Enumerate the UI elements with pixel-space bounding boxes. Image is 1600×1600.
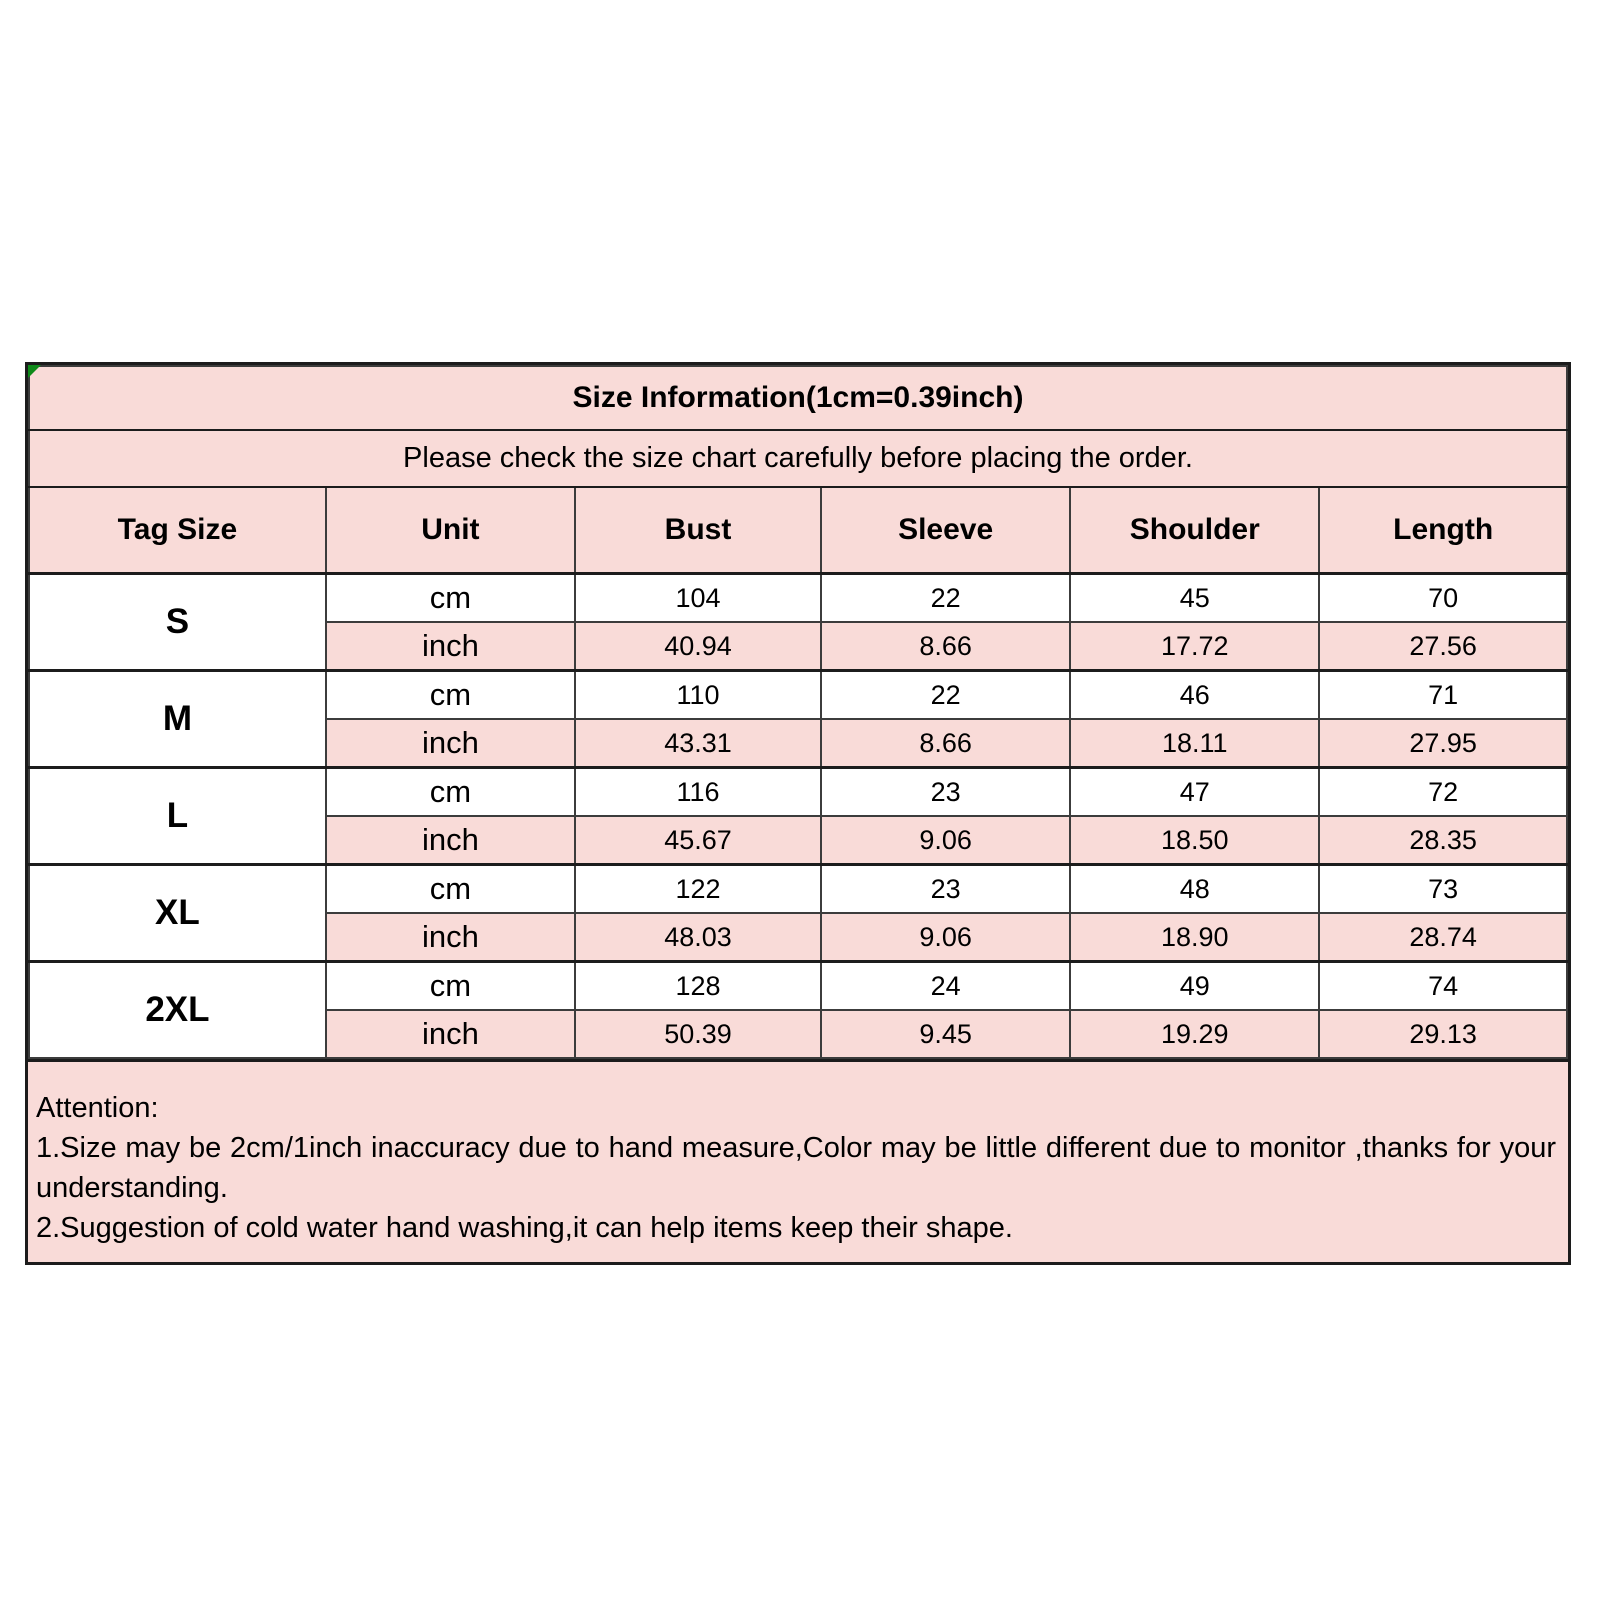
value-s-inch-bust: 40.94	[575, 622, 821, 671]
value-xl-cm-shoulder: 48	[1070, 865, 1319, 914]
excel-corner-marker-icon	[28, 365, 41, 378]
size-chart	[25, 362, 1571, 1265]
size-row-2xl-cm	[29, 962, 1567, 1011]
value-xl-cm-sleeve: 23	[821, 865, 1070, 914]
value-xl-inch-length: 28.74	[1319, 913, 1567, 962]
value-2xl-inch-length: 29.13	[1319, 1010, 1567, 1058]
tag-size-cell-l: L	[29, 768, 326, 865]
value-2xl-inch-sleeve: 9.45	[821, 1010, 1070, 1058]
tag-size-cell-m: M	[29, 671, 326, 768]
value-l-inch-shoulder: 18.50	[1070, 816, 1319, 865]
size-chart-title: Size Information(1cm=0.39inch)	[29, 366, 1567, 430]
value-s-inch-shoulder: 17.72	[1070, 622, 1319, 671]
value-s-cm-shoulder: 45	[1070, 574, 1319, 623]
column-header-unit: Unit	[326, 487, 575, 574]
column-header-tag-size: Tag Size	[29, 487, 326, 574]
value-m-cm-shoulder: 46	[1070, 671, 1319, 720]
value-xl-inch-sleeve: 9.06	[821, 913, 1070, 962]
value-xl-inch-shoulder: 18.90	[1070, 913, 1319, 962]
value-l-inch-length: 28.35	[1319, 816, 1567, 865]
value-2xl-inch-bust: 50.39	[575, 1010, 821, 1058]
value-2xl-cm-length: 74	[1319, 962, 1567, 1011]
tag-size-cell-s: S	[29, 574, 326, 671]
value-m-inch-bust: 43.31	[575, 719, 821, 768]
value-m-cm-bust: 110	[575, 671, 821, 720]
unit-cell-2xl-inch: inch	[326, 1010, 575, 1058]
value-2xl-cm-sleeve: 24	[821, 962, 1070, 1011]
size-table-body	[29, 574, 1567, 1059]
value-m-cm-sleeve: 22	[821, 671, 1070, 720]
value-s-cm-length: 70	[1319, 574, 1567, 623]
attention-heading: Attention:	[36, 1092, 159, 1124]
column-header-shoulder: Shoulder	[1070, 487, 1319, 574]
value-l-inch-sleeve: 9.06	[821, 816, 1070, 865]
unit-cell-2xl-cm: cm	[326, 962, 575, 1011]
title-row	[29, 366, 1567, 430]
attention-section	[28, 1059, 1568, 1262]
value-s-cm-sleeve: 22	[821, 574, 1070, 623]
tag-size-cell-2xl: 2XL	[29, 962, 326, 1059]
unit-cell-xl-inch: inch	[326, 913, 575, 962]
value-s-cm-bust: 104	[575, 574, 821, 623]
unit-cell-xl-cm: cm	[326, 865, 575, 914]
subtitle-row	[29, 430, 1567, 487]
unit-cell-l-inch: inch	[326, 816, 575, 865]
value-l-cm-sleeve: 23	[821, 768, 1070, 817]
attention-note: 2.Suggestion of cold water hand washing,it can help items keep their shape.	[36, 1212, 1013, 1244]
size-chart-subtitle: Please check the size chart carefully before placing the order.	[29, 430, 1567, 487]
value-l-inch-bust: 45.67	[575, 816, 821, 865]
unit-cell-m-inch: inch	[326, 719, 575, 768]
size-table	[28, 365, 1568, 1059]
unit-cell-s-inch: inch	[326, 622, 575, 671]
size-row-s-cm	[29, 574, 1567, 623]
column-header-row	[29, 487, 1567, 574]
value-2xl-cm-shoulder: 49	[1070, 962, 1319, 1011]
column-header-bust: Bust	[575, 487, 821, 574]
tag-size-cell-xl: XL	[29, 865, 326, 962]
size-row-l-cm	[29, 768, 1567, 817]
value-l-cm-shoulder: 47	[1070, 768, 1319, 817]
value-l-cm-bust: 116	[575, 768, 821, 817]
value-xl-cm-length: 73	[1319, 865, 1567, 914]
value-2xl-inch-shoulder: 19.29	[1070, 1010, 1319, 1058]
unit-cell-s-cm: cm	[326, 574, 575, 623]
value-xl-cm-bust: 122	[575, 865, 821, 914]
value-s-inch-length: 27.56	[1319, 622, 1567, 671]
unit-cell-m-cm: cm	[326, 671, 575, 720]
value-xl-inch-bust: 48.03	[575, 913, 821, 962]
unit-cell-l-cm: cm	[326, 768, 575, 817]
value-m-cm-length: 71	[1319, 671, 1567, 720]
value-2xl-cm-bust: 128	[575, 962, 821, 1011]
value-m-inch-length: 27.95	[1319, 719, 1567, 768]
value-m-inch-shoulder: 18.11	[1070, 719, 1319, 768]
column-header-length: Length	[1319, 487, 1567, 574]
value-l-cm-length: 72	[1319, 768, 1567, 817]
attention-note: 1.Size may be 2cm/1inch inaccuracy due to hand measure,Color may be little different due to monitor ,thanks for your understanding.	[36, 1132, 1556, 1204]
value-s-inch-sleeve: 8.66	[821, 622, 1070, 671]
column-header-sleeve: Sleeve	[821, 487, 1070, 574]
size-row-xl-cm	[29, 865, 1567, 914]
value-m-inch-sleeve: 8.66	[821, 719, 1070, 768]
size-row-m-cm	[29, 671, 1567, 720]
